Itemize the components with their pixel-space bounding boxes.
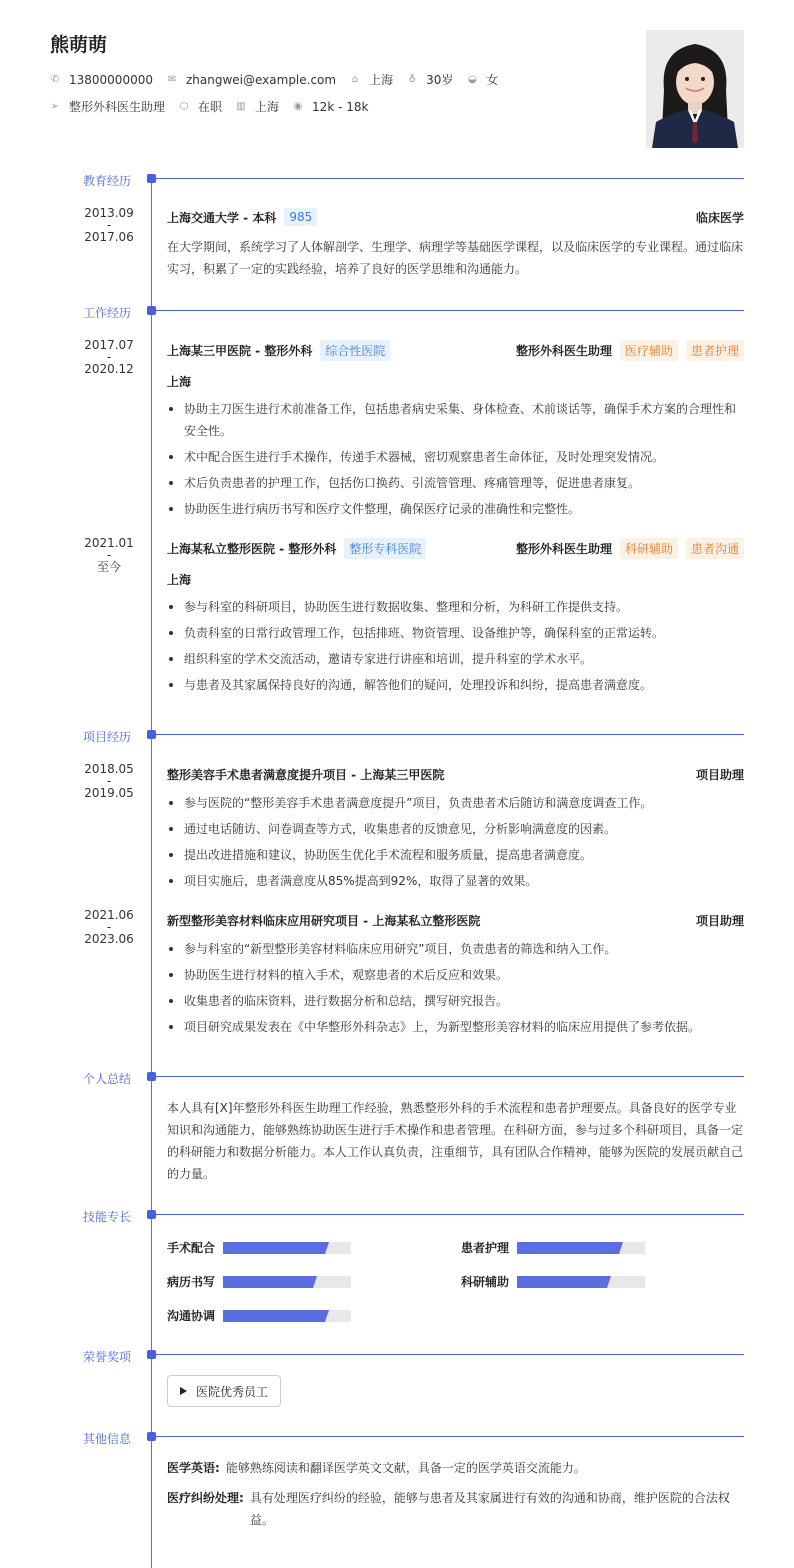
list-item: 通过电话随访、问卷调查等方式，收集患者的反馈意见，分析影响满意度的因素。 [167, 818, 744, 840]
major: 临床医学 [695, 210, 744, 225]
other-info-key: 医学英语: [167, 1461, 220, 1475]
work-2-location: 上海 [167, 573, 192, 587]
work-1-end-date: 2020.12 [84, 362, 134, 376]
school-tag: 985 [284, 208, 317, 226]
skill-bar [223, 1310, 351, 1322]
skill-bar [223, 1276, 351, 1288]
other-info-value: 能够熟练阅读和翻译医学英文文献，具备一定的医学英语交流能力。 [225, 1461, 586, 1475]
gender-text: 女 [486, 73, 499, 87]
age-text: 30岁 [426, 73, 454, 87]
work-2-end-date: 至今 [96, 560, 121, 574]
section-divider-honors [147, 1350, 744, 1359]
section-divider-work [147, 306, 744, 315]
job-target-item [50, 98, 165, 115]
other-info-key: 医疗纠纷处理: [167, 1491, 244, 1505]
section-title-education: 教育经历 [83, 174, 132, 188]
skill-bar-fill [517, 1276, 607, 1288]
work-1-role: 整形外科医生助理 [515, 344, 612, 358]
timeline-line [151, 178, 152, 1568]
work-2-header [167, 538, 744, 559]
status-icon: ⬡ [179, 100, 189, 112]
project-1-end-date: 2019.05 [84, 786, 134, 800]
intent-row [50, 98, 382, 115]
building-icon: ▥ [236, 100, 246, 112]
avatar [646, 30, 744, 148]
education-end-date: 2017.06 [84, 230, 134, 244]
list-item: 协助医生进行病历书写和医疗文件整理，确保医疗记录的准确性和完整性。 [167, 498, 744, 520]
project-2-start-date: 2021.06 [84, 908, 134, 922]
work-2-date-separator: - [106, 548, 112, 562]
section-title-work: 工作经历 [83, 306, 132, 320]
education-header [167, 208, 744, 226]
skill-name: 沟通协调 [167, 1309, 216, 1323]
honor-text: 医院优秀员工 [196, 1384, 269, 1399]
list-item: 负责科室的日常行政管理工作，包括排班、物资管理、设备维护等，确保科室的正常运转。 [167, 622, 744, 644]
list-item: 术后负责患者的护理工作，包括伤口换药、引流管管理、疼痛管理等，促进患者康复。 [167, 472, 744, 494]
skill-name: 病历书写 [167, 1275, 216, 1289]
education-date-separator: - [106, 218, 112, 232]
gender-icon: ◒ [468, 73, 477, 85]
skill-name: 手术配合 [167, 1241, 216, 1255]
list-item: 项目实施后，患者满意度从85%提高到92%，取得了显著的效果。 [167, 870, 744, 892]
work-2-skill-tag: 科研辅助 [620, 538, 678, 559]
work-1-header [167, 340, 744, 361]
project-1-date-separator: - [106, 774, 112, 788]
skill-bar [223, 1242, 351, 1254]
list-item: 收集患者的临床资料，进行数据分析和总结，撰写研究报告。 [167, 990, 744, 1012]
skill-bar-fill [223, 1310, 325, 1322]
work-2-role: 整形外科医生助理 [515, 542, 612, 556]
work-1-date-separator: - [106, 350, 112, 364]
section-divider-projects [147, 730, 744, 739]
skill-bar-fill [223, 1242, 325, 1254]
skill-bar [517, 1242, 645, 1254]
phone-text: 13800000000 [69, 72, 153, 87]
job-target-text: 整形外科医生助理 [69, 100, 166, 114]
skill-name: 科研辅助 [461, 1275, 510, 1289]
mail-icon: ✉ [167, 73, 177, 85]
work-2-start-date: 2021.01 [84, 536, 134, 550]
coin-icon: ◉ [293, 100, 303, 112]
section-divider-other [147, 1432, 744, 1441]
other-info-value: 具有处理医疗纠纷的经验，能够与患者及其家属进行有效的沟通和协商，维护医院的合法权益。 [249, 1491, 730, 1527]
list-item: 协助医生进行材料的植入手术，观察患者的术后反应和效果。 [167, 964, 744, 986]
project-1-role: 项目助理 [695, 768, 744, 782]
skill-item [461, 1273, 645, 1290]
project-1-title: 整形美容手术患者满意度提升项目 - 上海某三甲医院 [167, 768, 445, 782]
contact-row [50, 71, 512, 88]
list-item: 参与医院的“整形美容手术患者满意度提升”项目，负责患者术后随访和满意度调查工作。 [167, 792, 744, 814]
status-item [179, 98, 222, 115]
skill-bar [517, 1276, 645, 1288]
skill-bar-fill [223, 1276, 313, 1288]
list-item: 与患者及其家属保持良好的沟通，解答他们的疑问，处理投诉和纠纷，提高患者满意度。 [167, 674, 744, 696]
education-description: 在大学期间，系统学习了人体解剖学、生理学、病理学等基础医学课程，以及临床医学的专业课程。通过临床实习，积累了一定的实践经验，培养了良好的医学思维和沟通能力。 [167, 240, 744, 276]
email-item [167, 73, 336, 87]
phone-item [50, 73, 153, 87]
project-2-bullets [167, 938, 744, 1042]
section-divider-summary [147, 1072, 744, 1081]
play-triangle-icon [180, 1387, 187, 1395]
target-city-item [236, 98, 279, 115]
skill-item [461, 1239, 645, 1256]
section-title-projects: 项目经历 [83, 730, 132, 744]
skill-item [167, 1273, 351, 1290]
status-text: 在职 [198, 100, 223, 114]
target-city-text: 上海 [255, 100, 280, 114]
work-2-title: 上海某私立整形医院 - 整形外科 [167, 542, 337, 556]
work-2-skill-tag: 患者沟通 [686, 538, 744, 559]
work-1-start-date: 2017.07 [84, 338, 134, 352]
project-2-role: 项目助理 [695, 914, 744, 928]
list-item: 项目研究成果发表在《中华整形外科杂志》上，为新型整形美容材料的临床应用提供了参考依据。 [167, 1016, 744, 1038]
city-item [350, 71, 393, 88]
project-2-end-date: 2023.06 [84, 932, 134, 946]
work-1-type-tag: 综合性医院 [320, 340, 390, 361]
list-item: 组织科室的学术交流活动，邀请专家进行讲座和培训，提升科室的学术水平。 [167, 648, 744, 670]
summary-text: 本人具有[X]年整形外科医生助理工作经验，熟悉整形外科的手术流程和患者护理要点。具备良好的医学专业知识和沟通能力，能够熟练协助医生进行手术操作和患者管理。在科研方面，参与过多个科研项目，具备一定的科研能力和数据分析能力。本人工作认真负责，注重细节，具有团队合作精神，能够为医院的发展贡献自己的力量。 [167, 1101, 744, 1181]
other-info-item [167, 1457, 744, 1479]
list-item: 术中配合医生进行手术操作，传递手术器械，密切观察患者生命体征，及时处理突发情况。 [167, 446, 744, 468]
work-2-type-tag: 整形专科医院 [344, 538, 426, 559]
honor-badge [167, 1375, 281, 1407]
list-item: 参与科室的科研项目，协助医生进行数据收集、整理和分析，为科研工作提供支持。 [167, 596, 744, 618]
section-title-other: 其他信息 [83, 1432, 132, 1446]
gender-item [467, 71, 498, 88]
section-title-summary: 个人总结 [83, 1072, 132, 1086]
city-text: 上海 [369, 73, 394, 87]
cake-icon: ♁ [408, 73, 416, 85]
list-item: 提出改进措施和建议，协助医生优化手术流程和服务质量，提高患者满意度。 [167, 844, 744, 866]
work-1-skill-tag: 医疗辅助 [620, 340, 678, 361]
work-2-bullets [167, 596, 744, 700]
work-1-title: 上海某三甲医院 - 整形外科 [167, 344, 313, 358]
section-title-honors: 荣誉奖项 [83, 1350, 132, 1364]
salary-text: 12k - 18k [312, 99, 369, 114]
project-2-header [167, 912, 744, 929]
other-info-item [167, 1487, 744, 1531]
skill-item [167, 1239, 351, 1256]
skill-bar-fill [517, 1242, 619, 1254]
project-2-title: 新型整形美容材料临床应用研究项目 - 上海某私立整形医院 [167, 914, 481, 928]
work-1-bullets [167, 398, 744, 524]
list-item: 协助主刀医生进行术前准备工作，包括患者病史采集、身体检查、术前谈话等，确保手术方案的合理性和安全性。 [167, 398, 744, 442]
project-1-bullets [167, 792, 744, 896]
skill-name: 患者护理 [461, 1241, 510, 1255]
section-divider-skills [147, 1210, 744, 1219]
section-divider-education [147, 174, 744, 183]
candidate-name: 熊萌萌 [50, 34, 108, 56]
project-2-date-separator: - [106, 920, 112, 934]
age-item [407, 71, 453, 88]
project-1-header [167, 766, 744, 783]
avatar-photo-icon [646, 30, 744, 148]
home-icon: ⌂ [351, 73, 359, 85]
phone-icon: ✆ [50, 73, 60, 85]
send-icon: ➢ [50, 100, 60, 112]
work-1-skill-tag: 患者护理 [686, 340, 744, 361]
salary-item [293, 100, 368, 114]
skill-item [167, 1307, 351, 1324]
list-item: 参与科室的“新型整形美容材料临床应用研究”项目，负责患者的筛选和纳入工作。 [167, 938, 744, 960]
education-start-date: 2013.09 [84, 206, 134, 220]
project-1-start-date: 2018.05 [84, 762, 134, 776]
section-title-skills: 技能专长 [83, 1210, 132, 1224]
work-1-location: 上海 [167, 375, 192, 389]
school-name: 上海交通大学 - 本科 [167, 210, 277, 225]
email-text: zhangwei@example.com [185, 72, 337, 87]
